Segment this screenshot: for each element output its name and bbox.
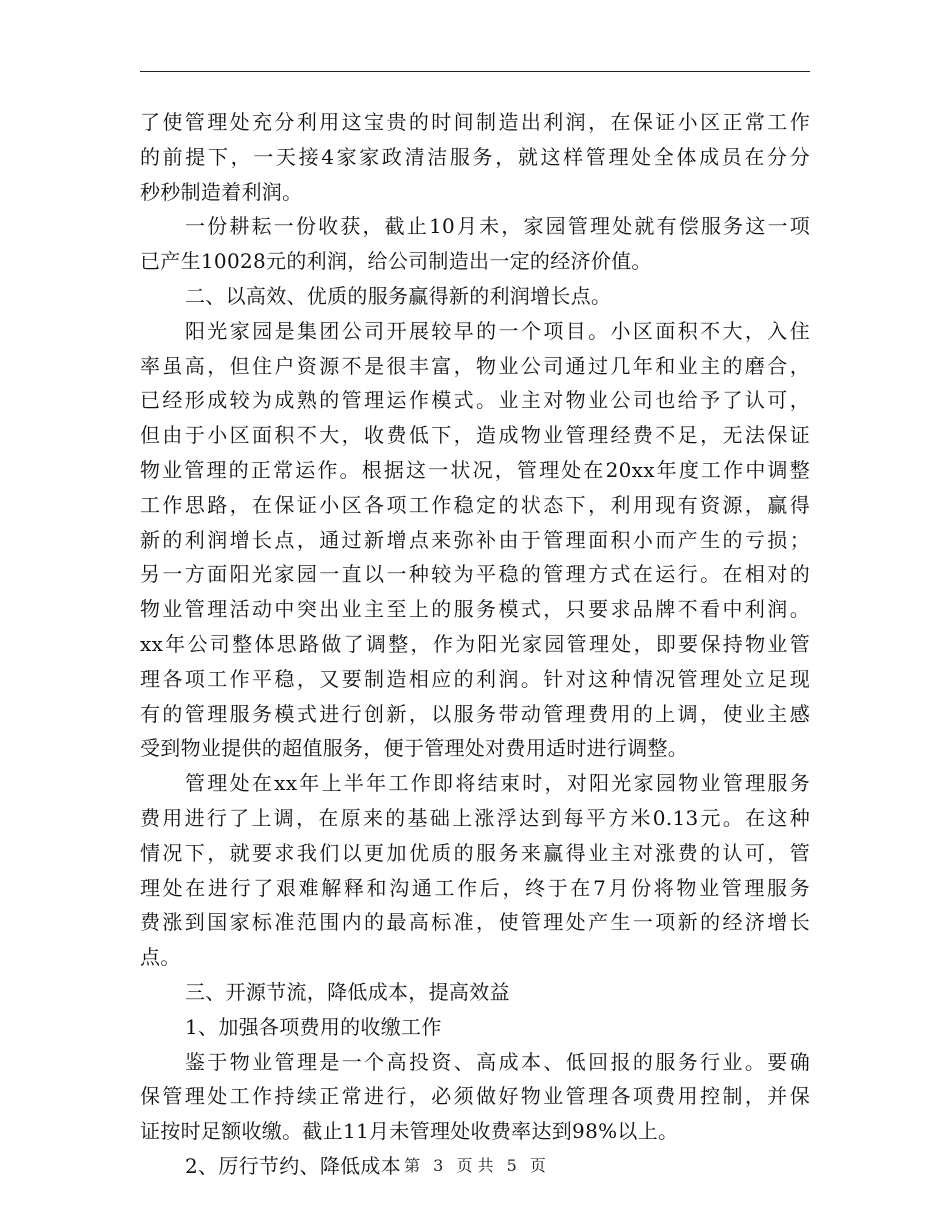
footer-middle: 页 共 xyxy=(456,1156,494,1175)
footer-current-page: 3 xyxy=(433,1156,444,1175)
text-line: 阳光家园是集团公司开展较早的一个项目。小区面积不大，入住 xyxy=(185,318,810,343)
text-line: 管理处在xx年上半年工作即将结束时，对阳光家园物业管理服务 xyxy=(185,771,810,796)
text-line: 有的管理服务模式进行创新，以服务带动管理费用的上调，使业主感 xyxy=(140,701,810,726)
text-line: 物业管理活动中突出业主至上的服务模式，只要求品牌不看中利润。 xyxy=(140,597,810,622)
text-line: 已产生10028元的利润，给公司制造出一定的经济价值。 xyxy=(140,249,652,274)
text-line: 受到物业提供的超值服务，便于管理处对费用适时进行调整。 xyxy=(140,736,689,761)
text-line: 的前提下，一天接4家家政清洁服务，就这样管理处全体成员在分分 xyxy=(140,144,810,169)
text-line: 证按时足额收缴。截止11月未管理处收费率达到98%以上。 xyxy=(140,1119,679,1144)
text-line: 三、开源节流，降低成本，提高效益 xyxy=(185,979,510,1004)
text-line: 新的利润增长点，通过新增点来弥补由于管理面积小而产生的亏损； xyxy=(140,527,810,552)
text-line: 另一方面阳光家园一直以一种较为平稳的管理方式在运行。在相对的 xyxy=(140,562,810,587)
header-rule xyxy=(140,71,810,72)
text-line: 二、以高效、优质的服务赢得新的利润增长点。 xyxy=(185,283,612,308)
footer-suffix: 页 xyxy=(529,1156,546,1175)
text-line: 率虽高，但住户资源不是很丰富，物业公司通过几年和业主的磨合， xyxy=(140,353,810,378)
text-line: 理处在进行了艰难解释和沟通工作后，终于在7月份将物业管理服务 xyxy=(140,875,810,900)
text-line: 保管理处工作持续正常进行，必须做好物业管理各项费用控制，并保 xyxy=(140,1084,810,1109)
text-line: 工作思路，在保证小区各项工作稳定的状态下，利用现有资源，赢得 xyxy=(140,492,810,517)
text-line: 一份耕耘一份收获，截止10月未，家园管理处就有偿服务这一项 xyxy=(185,214,810,239)
text-line: 理各项工作平稳，又要制造相应的利润。针对这种情况管理处立足现 xyxy=(140,666,810,691)
footer-total-pages: 5 xyxy=(506,1156,517,1175)
page-footer xyxy=(0,1153,950,1176)
document-body xyxy=(140,105,810,1184)
text-line: 物业管理的正常运作。根据这一状况，管理处在20xx年度工作中调整 xyxy=(140,457,810,482)
text-line: 费用进行了上调，在原来的基础上涨浮达到每平方米0.13元。在这种 xyxy=(140,805,810,830)
text-line: 鉴于物业管理是一个高投资、高成本、低回报的服务行业。要确 xyxy=(185,1049,810,1074)
footer-prefix: 第 xyxy=(404,1156,421,1175)
text-line: 点。 xyxy=(140,945,181,970)
text-line: xx年公司整体思路做了调整，作为阳光家园管理处，即要保持物业管 xyxy=(140,631,810,656)
text-line: 情况下，就要求我们以更加优质的服务来赢得业主对涨费的认可，管 xyxy=(140,840,810,865)
text-line: 但由于小区面积不大，收费低下，造成物业管理经费不足，无法保证 xyxy=(140,423,810,448)
text-line: 秒秒制造着利润。 xyxy=(140,179,303,204)
text-line: 2、厉行节约、降低成本 xyxy=(185,1153,402,1178)
text-line: 费涨到国家标准范围内的最高标准，使管理处产生一项新的经济增长 xyxy=(140,910,810,935)
text-line: 了使管理处充分利用这宝贵的时间制造出利润，在保证小区正常工作 xyxy=(140,110,810,134)
text-line: 已经形成较为成熟的管理运作模式。业主对物业公司也给予了认可， xyxy=(140,388,810,413)
text-line: 1、加强各项费用的收缴工作 xyxy=(185,1014,442,1039)
